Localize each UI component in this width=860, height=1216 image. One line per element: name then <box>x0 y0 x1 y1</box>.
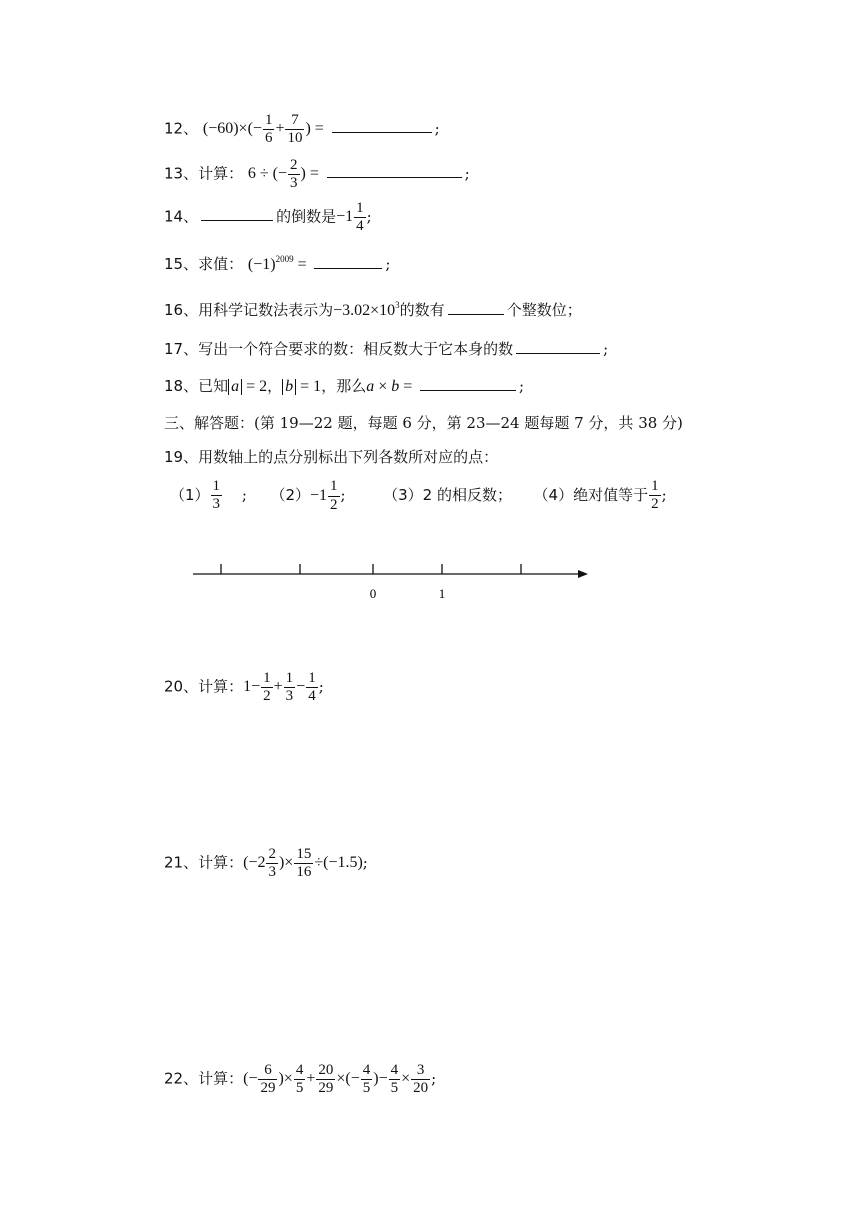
part-1: （1） <box>170 485 210 504</box>
math-expression: $-3.02\times 10^3$ <box>333 300 400 319</box>
math-expression: (−2 $\frac{2}{3}$ )× $\frac{15}{16}$ ÷(−1.5) <box>243 846 363 881</box>
question-text: 用数轴上的点分别标出下列各数所对应的点： <box>198 448 499 466</box>
question-text: 用科学记数法表示为 <box>198 301 334 319</box>
question-number: 12、 <box>164 119 199 138</box>
question-number: 18、 <box>164 377 199 395</box>
answer-blank[interactable] <box>314 254 382 269</box>
question-number: 15、 <box>164 255 199 273</box>
question-number: 14、 <box>164 207 199 226</box>
question-17: 17、写出一个符合要求的数：相反数大于它本身的数 ; <box>164 340 609 358</box>
question-21: 21、计算：(−2 $\frac{2}{3}$ )× $\frac{15}{16}$ ÷(−1.5); <box>164 846 368 881</box>
math-expression: (− $\frac{6}{29}$ )× $\frac{4}{5}$ + $\frac{20}{29}$ ×(− $\frac{4}{5}$ )− $\frac{4}{5}$ × $\frac{3}{20}$ <box>243 1062 429 1097</box>
question-16 <box>164 300 582 319</box>
math-expression: a = 2 <box>228 378 267 395</box>
question-19-parts: （1） $\frac{1}{3}$ ; （2）−1 $\frac{1}{2}$ ; （3）2 的相反数； （4）绝对值等于 $\frac{1}{2}$ ; <box>170 478 667 513</box>
math-expression: 6 ÷ (− $\frac{2}{3}$ ) = <box>247 157 319 192</box>
coefficient: 3.02 <box>342 302 371 319</box>
question-text: 写出一个符合要求的数：相反数大于它本身的数 <box>198 340 514 358</box>
question-label: 计算： <box>198 1069 244 1088</box>
math-expression: −1 $\frac{1}{4}$ <box>336 200 364 235</box>
answer-blank[interactable] <box>448 300 504 315</box>
question-18: 18、已知 a = 2， b = 1，那么a × b = ; <box>164 377 525 395</box>
answer-blank[interactable] <box>201 206 273 221</box>
question-label: 计算： <box>198 677 244 696</box>
exponent: 2009 <box>275 254 294 264</box>
math-expression: 1− $\frac{1}{2}$ + $\frac{1}{3}$ − $\frac{1}{4}$ <box>243 670 316 705</box>
question-19 <box>164 450 498 465</box>
question-12: 12、 (−60)×(− $\frac{1}{6}$ + $\frac{7}{10}$ ) = ; <box>164 112 440 147</box>
tick-label-1: 1 <box>438 586 446 601</box>
number-line[interactable] <box>190 558 600 612</box>
question-number: 13、 <box>164 164 199 183</box>
question-text: 的倒数是 <box>276 207 337 226</box>
question-text: 的数有 <box>399 301 445 319</box>
question-text: 已知 <box>198 377 229 395</box>
part-3: （3）2 的相反数； <box>383 485 512 504</box>
question-22: 22、计算：(− $\frac{6}{29}$ )× $\frac{4}{5}$ + $\frac{20}{29}$ ×(− $\frac{4}{5}$ )− $\frac{4}{5}$ × $\frac{3}{20}$ ; <box>164 1062 437 1097</box>
question-text: 个整数位； <box>506 301 582 319</box>
answer-blank[interactable] <box>516 339 600 354</box>
question-number: 19、 <box>164 448 199 466</box>
answer-blank[interactable] <box>420 376 516 391</box>
answer-blank[interactable] <box>332 118 432 133</box>
question-number: 20、 <box>164 677 199 696</box>
question-text: ，那么 <box>321 377 367 395</box>
tick-label-0: 0 <box>369 586 377 601</box>
answer-blank[interactable] <box>327 163 462 178</box>
question-14: 14、 的倒数是−1 $\frac{1}{4}$ ; <box>164 200 372 235</box>
question-number: 21、 <box>164 853 199 872</box>
question-label: 求值： <box>198 255 244 273</box>
section-heading: 三、解答题：(第 19—22 题，每题 6 分，第 23—24 题每题 7 分，共 38 分) <box>164 414 683 432</box>
part-4: （4）绝对值等于 <box>533 485 649 504</box>
math-expression: (−60)×(− $\frac{1}{6}$ + $\frac{7}{10}$ ) = <box>202 112 324 147</box>
question-20: 20、计算：1− $\frac{1}{2}$ + $\frac{1}{3}$ − $\frac{1}{4}$ ; <box>164 670 324 705</box>
exponent: 3 <box>395 300 400 310</box>
arrow-head-icon <box>578 570 588 578</box>
part-2: （2） <box>270 485 310 504</box>
math-expression: b = 1 <box>282 378 321 395</box>
question-number: 17、 <box>164 340 199 358</box>
base: 10 <box>379 302 396 319</box>
math-expression: a × b = <box>366 378 413 395</box>
question-13: 13、计算： 6 ÷ (− $\frac{2}{3}$ ) = ; <box>164 157 470 192</box>
math-expression: $(-1)^{2009}$ = <box>247 254 307 273</box>
question-15: 15、求值： $(-1)^{2009}$ = ; <box>164 254 391 273</box>
question-number: 22、 <box>164 1069 199 1088</box>
question-label: 计算： <box>198 164 244 183</box>
question-number: 16、 <box>164 301 199 319</box>
question-label: 计算： <box>198 853 244 872</box>
